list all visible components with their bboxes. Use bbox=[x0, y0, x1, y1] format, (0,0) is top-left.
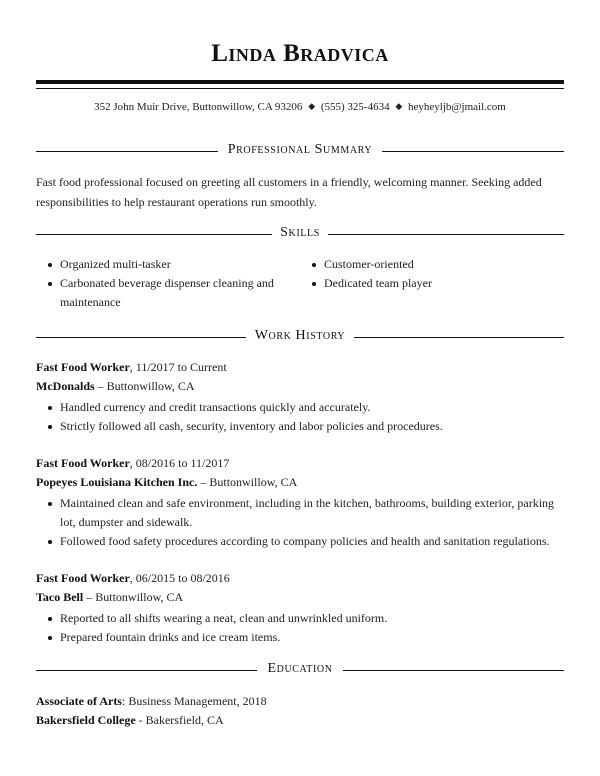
heading-rule-right bbox=[382, 151, 564, 152]
address: 352 John Muir Drive, Buttonwillow, CA 93206 bbox=[94, 101, 303, 113]
employer-line bbox=[36, 590, 183, 605]
job-bullet: Reported to all shifts wearing a neat, clean and unwrinkled uniform. bbox=[46, 609, 561, 628]
job-bullets bbox=[46, 494, 561, 551]
heading-rule-right bbox=[354, 337, 564, 338]
job-title-line bbox=[36, 571, 230, 586]
header-rule-thick bbox=[36, 80, 564, 84]
employer-line bbox=[36, 379, 195, 394]
section-title: Skills bbox=[280, 225, 320, 240]
section-heading-work bbox=[36, 327, 564, 347]
skill-item: Carbonated beverage dispenser cleaning and maintenance bbox=[46, 274, 296, 312]
employer: Taco Bell bbox=[36, 590, 84, 604]
section-title: Professional Summary bbox=[227, 142, 373, 157]
job-bullet: Followed food safety procedures according to company policies and health and sanitation regulations. bbox=[46, 532, 561, 551]
diamond-separator-icon: ◆ bbox=[395, 101, 403, 111]
job-bullets bbox=[46, 398, 561, 436]
job-dates: , 11/2017 to Current bbox=[129, 360, 227, 374]
email: heyheyljb@jmail.com bbox=[408, 101, 506, 113]
candidate-name: Linda Bradvica bbox=[211, 40, 389, 67]
skills-list-left bbox=[46, 255, 296, 312]
section-title: Work History bbox=[254, 328, 346, 343]
heading-rule-right bbox=[343, 670, 564, 671]
degree-line bbox=[36, 694, 267, 709]
employer: McDonalds bbox=[36, 379, 95, 393]
section-heading-summary bbox=[36, 141, 564, 161]
job-bullet: Handled currency and credit transactions quickly and accurately. bbox=[46, 398, 561, 417]
summary-text: Fast food professional focused on greeting all customers in a friendly, welcoming manner. Seeking added responsibilities to help restaurant operations run smoothly. bbox=[36, 175, 542, 209]
job-title: Fast Food Worker bbox=[36, 456, 130, 470]
employer: Popeyes Louisiana Kitchen Inc. bbox=[36, 475, 198, 489]
degree-field: : Business Management, 2018 bbox=[121, 694, 267, 708]
skill-item: Customer-oriented bbox=[310, 255, 560, 274]
school: Bakersfield College bbox=[36, 713, 136, 727]
school-line bbox=[36, 713, 224, 728]
job-title-line bbox=[36, 360, 227, 375]
diamond-separator-icon: ◆ bbox=[308, 101, 316, 111]
phone: (555) 325-4634 bbox=[320, 101, 390, 113]
job-dates: , 08/2016 to 11/2017 bbox=[129, 456, 230, 470]
job-title: Fast Food Worker bbox=[36, 571, 130, 585]
job-title: Fast Food Worker bbox=[36, 360, 130, 374]
job-bullet: Maintained clean and safe environment, including in the kitchen, bathrooms, building exterior, parking lot, dumpster and sidewalk. bbox=[46, 494, 561, 532]
employer-location: – Buttonwillow, CA bbox=[197, 475, 298, 489]
employer-location: – Buttonwillow, CA bbox=[83, 590, 184, 604]
employer-line bbox=[36, 475, 297, 490]
header-rule-thin bbox=[36, 88, 564, 89]
school-location: - Bakersfield, CA bbox=[135, 713, 224, 727]
skill-item: Dedicated team player bbox=[310, 274, 560, 293]
section-title: Education bbox=[267, 661, 333, 676]
job-title-line bbox=[36, 456, 229, 471]
section-heading-education bbox=[36, 660, 564, 680]
section-heading-skills bbox=[36, 224, 564, 244]
skills-list-right bbox=[310, 255, 560, 293]
heading-rule-right bbox=[328, 234, 564, 235]
job-dates: , 06/2015 to 08/2016 bbox=[129, 571, 230, 585]
job-bullets bbox=[46, 609, 561, 647]
contact-line bbox=[0, 101, 600, 113]
skill-item: Organized multi-tasker bbox=[46, 255, 296, 274]
job-bullet: Prepared fountain drinks and ice cream items. bbox=[46, 628, 561, 647]
employer-location: – Buttonwillow, CA bbox=[94, 379, 195, 393]
job-bullet: Strictly followed all cash, security, inventory and labor policies and procedures. bbox=[46, 417, 561, 436]
degree: Associate of Arts bbox=[36, 694, 122, 708]
